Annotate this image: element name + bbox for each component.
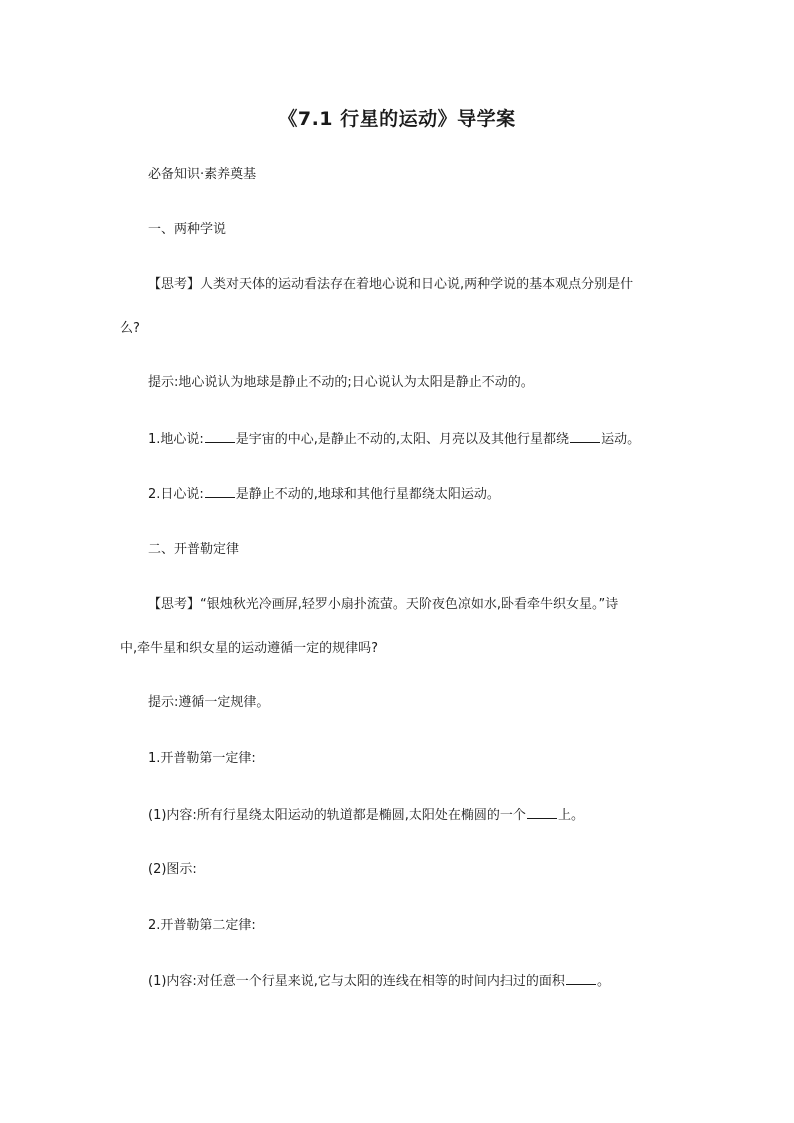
- law2-title: 2.开普勒第二定律:: [148, 918, 256, 933]
- law1-title: 1.开普勒第一定律:: [148, 751, 256, 766]
- part1-hint: 提示:地心说认为地球是静止不动的;日心说认为太阳是静止不动的。: [148, 375, 534, 390]
- fill-blank[interactable]: [570, 429, 600, 443]
- law2-content-end: 。: [596, 974, 610, 989]
- part2-hint: 提示:遵循一定规律。: [148, 695, 270, 710]
- item1-text: 是宇宙的中心,是静止不动的,太阳、月亮以及其他行星都绕: [235, 432, 570, 447]
- item2-label: 2.日心说:: [148, 487, 204, 502]
- part1-think-paragraph: [120, 275, 676, 339]
- think-tag: 【思考】: [148, 597, 201, 612]
- fill-blank[interactable]: [566, 971, 596, 985]
- law1-content-end: 上。: [557, 808, 584, 823]
- part1-think-line1: [120, 275, 676, 295]
- fill-blank[interactable]: [205, 429, 235, 443]
- law1-content-text: (1)内容:所有行星绕太阳运动的轨道都是椭圆,太阳处在椭圆的一个: [148, 808, 526, 823]
- law2-content-text: (1)内容:对任意一个行星来说,它与太阳的连线在相等的时间内扫过的面积: [148, 974, 565, 989]
- law1-content: [148, 805, 688, 826]
- law1-figure: (2)图示:: [148, 862, 197, 877]
- part1-think-text2: 么?: [120, 321, 140, 336]
- part1-item1: [148, 429, 688, 450]
- part2-heading: 二、开普勒定律: [148, 542, 240, 557]
- part2-think-line1: [120, 595, 676, 615]
- part2-think-paragraph: [120, 595, 676, 659]
- part1-think-text1: 人类对天体的运动看法存在着地心说和日心说,两种学说的基本观点分别是什: [200, 277, 634, 292]
- fill-blank[interactable]: [205, 484, 235, 498]
- item1-end: 运动。: [601, 432, 641, 447]
- page-title: 《7.1 行星的运动》导学案: [278, 108, 516, 130]
- law2-content: [148, 971, 688, 992]
- think-tag: 【思考】: [148, 277, 201, 292]
- part1-item2: [148, 484, 688, 505]
- part2-think-text1: “银烛秋光冷画屏,轻罗小扇扑流萤。天阶夜色凉如水,卧看牵牛织女星。”诗: [200, 597, 619, 612]
- part2-think-text2: 中,牵牛星和织女星的运动遵循一定的规律吗?: [120, 641, 379, 656]
- item2-text: 是静止不动的,地球和其他行星都绕太阳运动。: [235, 487, 500, 502]
- section-header: 必备知识·素养奠基: [148, 167, 257, 182]
- item1-label: 1.地心说:: [148, 432, 204, 447]
- part1-heading: 一、两种学说: [148, 222, 227, 237]
- fill-blank[interactable]: [527, 805, 557, 819]
